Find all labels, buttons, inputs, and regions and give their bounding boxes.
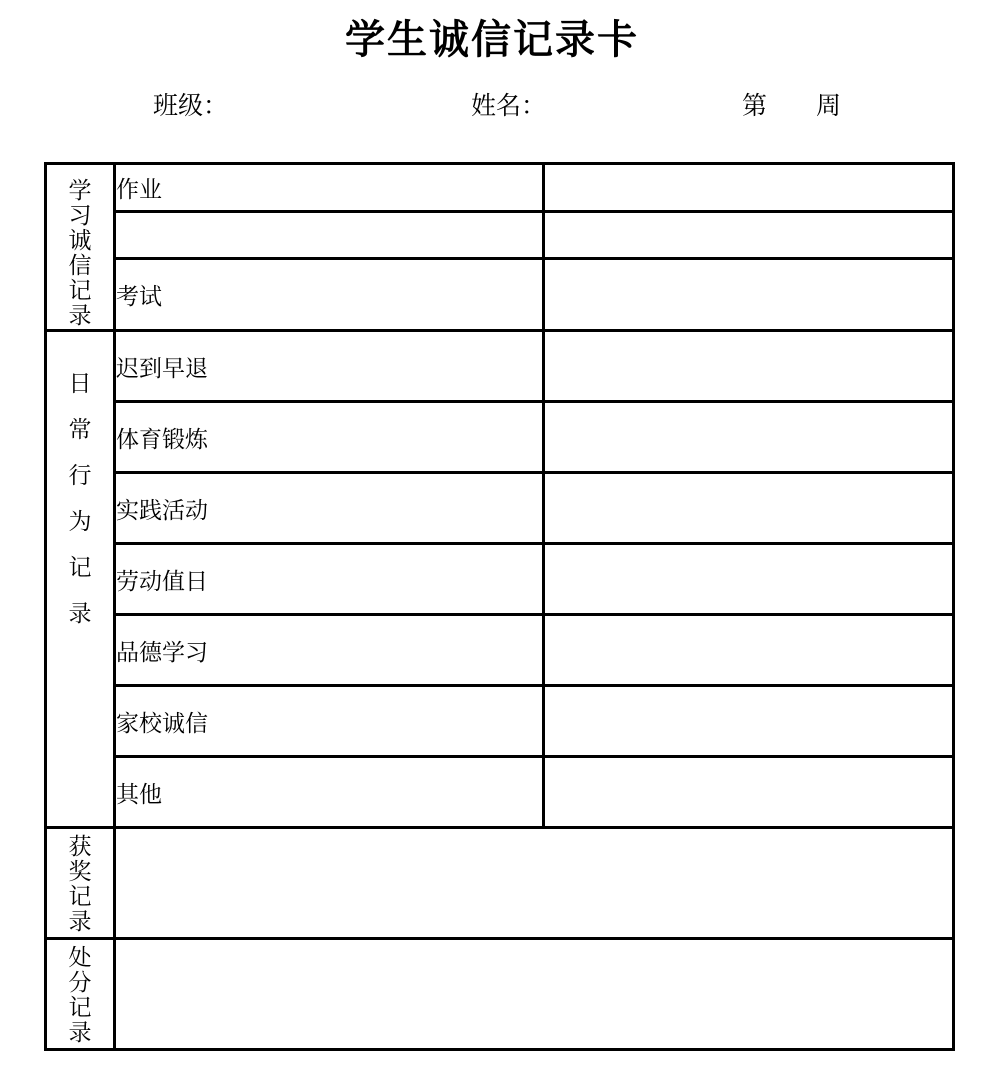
record-card-table (44, 162, 955, 1051)
item-label-blank[interactable] (115, 211, 544, 259)
table-row (46, 164, 954, 212)
record-cell-duty[interactable] (544, 544, 954, 615)
item-label-home-school: 家校诚信 (115, 686, 544, 757)
record-cell-late[interactable] (544, 331, 954, 402)
week-suffix: 周 (816, 91, 842, 120)
record-cell-exam[interactable] (544, 259, 954, 331)
section-label-daily: 日 常 行 为 记 录 (46, 331, 115, 828)
item-label-homework: 作业 (115, 164, 544, 212)
table-row (46, 686, 954, 757)
item-label-late: 迟到早退 (115, 331, 544, 402)
week-prefix: 第 (742, 91, 768, 120)
table-row (46, 544, 954, 615)
record-cell-sports[interactable] (544, 402, 954, 473)
table-row (46, 757, 954, 828)
record-cell-practice[interactable] (544, 473, 954, 544)
class-label: 班级： (153, 91, 229, 120)
table-row (46, 211, 954, 259)
name-label: 姓名： (471, 91, 547, 120)
record-cell-awards[interactable] (115, 828, 954, 939)
record-cell-homework[interactable] (544, 164, 954, 212)
table-row (46, 259, 954, 331)
section-label-study: 学 习 诚 信 记 录 (46, 164, 115, 331)
table-row (46, 939, 954, 1050)
table-row (46, 473, 954, 544)
section-label-awards: 获 奖 记 录 (46, 828, 115, 939)
item-label-practice: 实践活动 (115, 473, 544, 544)
record-cell-other[interactable] (544, 757, 954, 828)
table-row (46, 615, 954, 686)
item-label-other: 其他 (115, 757, 544, 828)
record-cell-home-school[interactable] (544, 686, 954, 757)
record-cell-penalties[interactable] (115, 939, 954, 1050)
item-label-duty: 劳动值日 (115, 544, 544, 615)
item-label-moral: 品德学习 (115, 615, 544, 686)
table-row (46, 331, 954, 402)
section-label-penalties: 处 分 记 录 (46, 939, 115, 1050)
table-row (46, 828, 954, 939)
record-cell-blank[interactable] (544, 211, 954, 259)
item-label-exam: 考试 (115, 259, 544, 331)
page-title: 学生诚信记录卡 (345, 16, 639, 63)
item-label-sports: 体育锻炼 (115, 402, 544, 473)
table-row (46, 402, 954, 473)
record-cell-moral[interactable] (544, 615, 954, 686)
